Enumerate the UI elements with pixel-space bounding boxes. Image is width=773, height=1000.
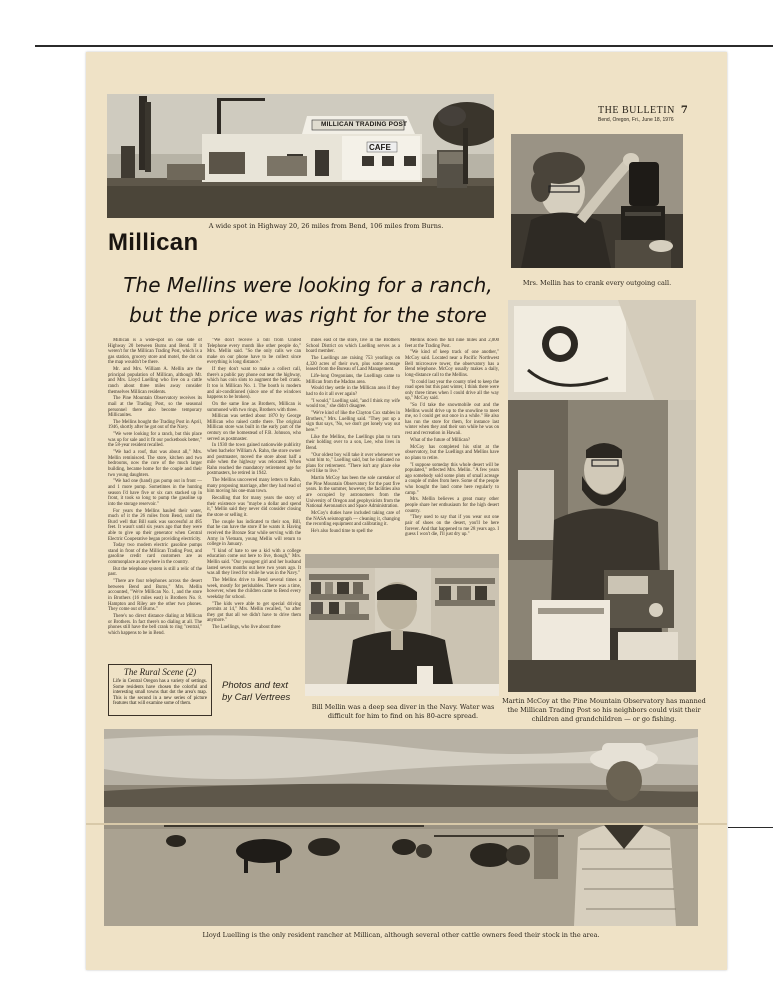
page-number: 7 <box>680 105 688 116</box>
rancher-caption: Lloyd Luelling is the only resident rancher at Millican, although several other cattle owners feed their stock in the area. <box>202 931 600 939</box>
article-paragraph: He's also found time to spell the <box>311 528 373 534</box>
article-paragraph: Life-long Oregonians, the Luellings came to Millican from the Madras area. <box>306 373 400 385</box>
article-paragraph: Martin McCoy has been the sole caretaker of the Pine Mountain Observatory for the past five years. In the summer, however, the facilities also are occupied by astronomers from the University of Oregon and geophysicists from the National Aeronautics and Space Administration. <box>306 476 400 510</box>
article-paragraph: For years the Mellins hauled their water, much of it the 26 miles from Bend, until the Burd well that Bill sunk was successful at 485 feet. It wasn't until six years ago that they were able to give up their generator when Central Electric Cooperative began providing electricity. <box>108 508 202 542</box>
article-paragraph: "We're kind of like the Clayton Cox stables in Brothers," Mrs. Luelling said. "They put up a sign that says, 'No, we don't get lonely way out here.'" <box>306 411 400 433</box>
article-paragraph: Today two modern electric gasoline pumps stand in front of the Millican Trading Post, and gasoline credit card customers are as commonplace as anywhere in the country. <box>108 543 202 566</box>
martin-mccoy-caption: Martin McCoy at the Pine Mountain Observatory has manned the Millican Trading Post so his neighbors could visit their children and grandchildren — or go fishing. <box>502 697 706 723</box>
sidebar-text: Life in Central Oregon has a variety of settings. Some residents have chosen the colorful and interesting small towns that dot the area's map. This is the second in a new series of picture features that will examine some of them. <box>113 679 207 707</box>
store-sign-text: MILLICAN TRADING POST <box>321 121 408 128</box>
article-paragraph: Would they settle in the Millican area if they had to do it all over again? <box>306 386 400 397</box>
article-paragraph: "We were looking for a ranch, but this place was up for sale and it fit our pocketbook better," the 58-year resident recalled. <box>108 432 202 449</box>
article-paragraph: The Mellins bought the Trading Post in April, 1946, shortly after he got out of the Navy. <box>108 419 202 431</box>
article-paragraph: "We had a roof, that was about all," Mrs. Mellin reminisced. The store, kitchen and two bedrooms, now the core of the much larger building, became home for the couple and their two young daughters. <box>108 450 202 478</box>
page-fold-crease <box>86 823 727 825</box>
article-column-2 <box>207 338 301 722</box>
bill-mellin-photo <box>305 554 499 696</box>
article-paragraph: "The kids were able to get special driving permits at 14," Mrs. Mellin recalled, "so after they got that all we didn't have to drive them anymore." <box>207 601 301 624</box>
article-paragraph: "There are four telephones across the desert between Bend and Burns," Mrs. Mellin accounted, "We're Millican No. 1, and the store in Brothers (16 miles east) is Brothers No. 8. Hampton and Riley are the other two phones. They come out of Burns." <box>108 579 202 613</box>
headline <box>108 270 508 330</box>
article-paragraph: Millican was settled about 1870 by George Millican who raised cattle there. The original Millican store was built in the early part of the century on the homestead of F.B. Johnson, who served as postmaster. <box>207 414 301 442</box>
section-title: Millican <box>108 229 199 256</box>
article-paragraph: Like the Mellins, the Luellings plan to turn their holding over to a son, Lee, who lives in Bend. <box>306 434 400 451</box>
trading-post-photo <box>107 94 494 218</box>
article-column-3 <box>306 338 400 550</box>
article-paragraph: The couple has indicated to their son, Bill, that he can have the store if he wants it. Having received the Bronze Star while serving with the Army in Vietnam, young Mellin will return to college in January. <box>207 519 301 548</box>
credit-line-1: Photos and text <box>222 680 289 691</box>
article-paragraph: Millican is a wide-spot on one side of Highway 20 between Burns and Bend. If it weren't for the Millican Trading Post, which is a gas station, grocery store and motel, the dot on the map wouldn't be there. <box>108 338 202 366</box>
mrs-mellin-caption: Mrs. Mellin has to crank every outgoing call. <box>522 279 672 287</box>
article-paragraph: "We kind of keep track of one another," McCoy said. Located near a Pacific Northwest Bell microwave tower, the observatory has a Bend telephone. McCoy usually makes a daily, long-distance call to the Mellins. <box>405 350 499 378</box>
article-paragraph: "We had one (hand) gas pump out in front — and 1 more pump. Sometimes in the hunting season I'd have five or six cars stacked up in front, it took so long to pump the gasoline up into the storage reservoir." <box>108 479 202 507</box>
article-paragraph: Mr. and Mrs. William A. Mellin are the principal population of Millican, although Mr. and Mrs. Lloyd Luelling who live on a cattle ranch about three miles away consider themselves Millican residents. <box>108 367 202 395</box>
article-paragraph: There's no direct distance dialing at Millican or Brothers. In fact there's no dialing at all. The phones still have the bell crank to ring "central," which happens to be in Bend. <box>108 613 202 636</box>
headline-line-2: but the price was right for the store <box>129 303 487 327</box>
photo-credit <box>222 680 290 704</box>
article-paragraph: Recalling that for many years the story of their existence was "maybe a dollar and spend it," Mellin said they never did consider closing the store or selling it. <box>207 496 301 518</box>
article-paragraph: In 1930 the town gained nationwide publicity when bachelor William A. Rahn, the store owner and postmaster, moved the store about half a mile when the highway was relocated. When Rahn reached the mandatory retirement age for postmasters, he retired in 1942. <box>207 443 301 477</box>
article-paragraph: "It could last year the county tried to keep the road open but this past winter, I think there were only three times when I could drive all the way up," McCoy said. <box>405 379 499 402</box>
article-paragraph: But the telephone system is still a relic of the past. <box>108 566 202 578</box>
cafe-sign-text: CAFE <box>369 143 391 152</box>
article-column-4 <box>405 338 499 550</box>
dateline: Bend, Oregon, Fri., June 18, 1976 <box>598 117 674 123</box>
trading-post-caption: A wide spot in Highway 20, 26 miles from Bend, 106 miles from Burns. <box>208 222 444 230</box>
article-paragraph: The Luellings are raising 753 yearlings on 4,320 acres of their own, plus some acreage leased from the Bureau of Land Management. <box>306 355 400 373</box>
article-paragraph: The Mellins uncovered many letters to Rahn, many proposing marriage, after they had read of him moving his one-man town. <box>207 478 301 495</box>
sidebar-title: The Rural Scene (2) <box>123 667 197 677</box>
mrs-mellin-photo <box>511 134 683 268</box>
scan-border-line-top <box>35 45 773 47</box>
bill-mellin-caption: Bill Mellin was a deep sea diver in the Navy. Water was difficult for him to find on his 80-acre spread. <box>311 703 495 720</box>
article-paragraph: The Luellings, who live about three <box>212 625 281 631</box>
article-paragraph: "We don't receive a bill from United Telephone every month like other people do," Mrs. Mellin said. "So the only calls we can make on our phone have to be collect since everything is long distance." <box>207 338 301 366</box>
article-paragraph: The Mellins drive to Bend several times a week, mostly for perishables. There was a time, however, when the children came to Bend every weekday for school. <box>207 578 301 600</box>
article-paragraph: On the same line as Brothers, Millican is summoned with two rings, Brothers with three. <box>207 401 301 413</box>
article-paragraph: Mrs. Mellin believes a great many other people share her enthusiasm for the high desert country. <box>405 497 499 514</box>
rancher-photo <box>104 729 698 926</box>
martin-mccoy-photo <box>508 300 696 692</box>
masthead-title: THE BULLETIN <box>598 105 675 116</box>
rural-scene-sidebar <box>108 664 212 716</box>
article-paragraph: What of the future of Millican? <box>410 437 471 443</box>
article-paragraph: "I would," Luelling said, "and I think my wife would too," she didn't disagree. <box>306 398 400 410</box>
article-paragraph: McCoy has completed his stint at the observatory, but the Luellings and Mellins have no plans to retire. <box>405 444 499 461</box>
article-paragraph: "Our oldest boy will take it over whenever we want him to," Luelling said, but he indicated no plans for retirement. "There isn't any place else we'd like to live." <box>306 452 400 475</box>
article-paragraph: The Pine Mountain Observatory receives its mail at the Trading Post, so the seasonal personnel there also become temporary Millicanites. <box>108 396 202 419</box>
article-paragraph: Mellins down the hill nine miles and 2,000 feet at the Trading Post. <box>405 338 499 349</box>
article-paragraph: If they don't want to make a collect call, there's a public pay phone out near the highway, which has coin slots to augment the bell crank. It too is Millican No. 1. The booth is modern and air-conditioned (since one of the windows happens to be broken). <box>207 367 301 401</box>
scan-border-line-right <box>728 827 773 828</box>
article-paragraph: miles east of the store, live in the Brothers School District on which Luelling serves as a board member. <box>306 338 400 355</box>
article-paragraph: McCoy's duties have included taking care of the NASA seismograph — cleaning it, changing the recording equipment and calibrating it. <box>306 510 400 528</box>
article-paragraph: "I kind of hate to see a kid with a college education come out here to live, though," Mrs. Mellin said. "Our youngest girl and her husband lasted seven months out here two years ago. It was all they lived for while he was in the Navy." <box>207 548 301 577</box>
article-column-1 <box>108 338 202 660</box>
headline-line-1: The Mellins were looking for a ranch, <box>123 273 493 297</box>
credit-line-2: by Carl Vertrees <box>222 692 291 703</box>
masthead <box>598 98 710 124</box>
article-paragraph: "So I'd take the snowmobile out and the Mellins would drive up to the snowline to meet me, so I could get out once in a while." He also has run the store for them, for instance last winter when they and their son while he was on rest and recreation in Hawaii. <box>405 403 499 437</box>
article-paragraph: "I suppose someday this whole desert will be populated," reflected Mrs. Mellin. "A few years ago somebody sold some plots of small acreage a couple of miles from here. Some of the people who bought the land come here regularly to camp." <box>405 462 499 496</box>
article-paragraph: "They used to say that if you wear out one pair of shoes on the desert, you'll be here forever. And that happened to me 28 years ago. I guess I won't die, I'll just dry up." <box>405 515 499 538</box>
